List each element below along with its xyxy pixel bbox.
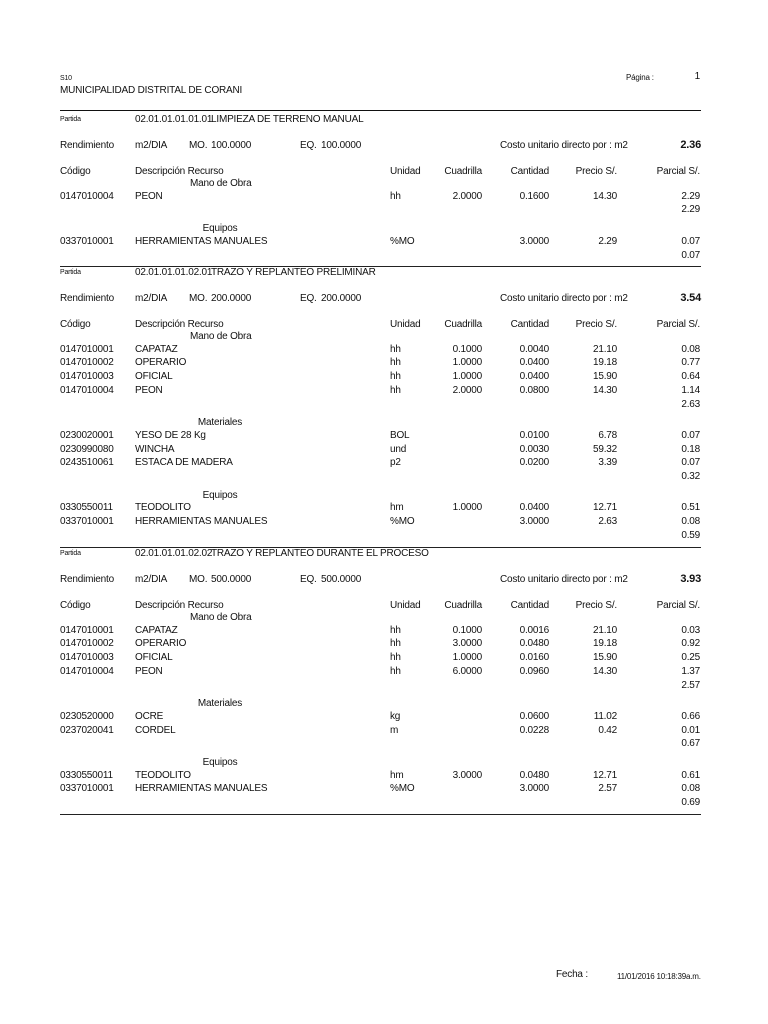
resource-cantidad: 3.0000 (519, 516, 549, 528)
partida-code: 02.01.01.01.01.01 (135, 114, 213, 125)
group-title: Equipos (202, 489, 238, 501)
group-title: Mano de Obra (190, 331, 252, 342)
col-codigo: Código (60, 600, 91, 611)
fecha-value: 11/01/2016 10:18:39a.m. (617, 972, 701, 981)
col-unidad: Unidad (390, 166, 421, 177)
resource-code: 0147010004 (60, 665, 114, 677)
resource-description: OPERARIO (135, 357, 187, 369)
col-cantidad: Cantidad (510, 166, 549, 177)
resource-description: HERRAMIENTAS MANUALES (135, 516, 268, 528)
resource-parcial: 1.14 (681, 384, 700, 396)
eq-value: 100.0000 (321, 140, 362, 151)
resource-description: PEON (135, 190, 163, 202)
resource-parcial: 0.92 (681, 638, 700, 650)
mo-label: MO. (189, 574, 208, 585)
resource-description: OFICIAL (135, 371, 173, 383)
resource-cuadrilla: 0.1000 (452, 343, 482, 355)
resource-description: HERRAMIENTAS MANUALES (135, 235, 268, 247)
resource-precio: 12.71 (592, 769, 617, 781)
resource-cuadrilla: 1.0000 (452, 371, 482, 383)
partida-label: Partida (60, 550, 81, 557)
resource-precio: 15.90 (592, 652, 617, 664)
col-cuadrilla: Cuadrilla (444, 166, 482, 177)
resource-cantidad: 0.0228 (519, 724, 549, 736)
partida-label: Partida (60, 269, 81, 276)
resource-code: 0337010001 (60, 235, 114, 247)
partida-total: 2.36 (680, 139, 701, 151)
resource-description: YESO DE 28 Kg (135, 429, 206, 441)
company-name: MUNICIPALIDAD DISTRITAL DE CORANI (60, 85, 243, 96)
resource-precio: 12.71 (592, 502, 617, 514)
resource-parcial: 0.61 (681, 769, 700, 781)
resource-precio: 21.10 (592, 624, 617, 636)
rendimiento-unit: m2/DIA (135, 574, 168, 585)
resource-description: OFICIAL (135, 652, 173, 664)
resource-parcial: 0.77 (681, 357, 700, 369)
resource-unit: hh (390, 384, 401, 396)
resource-cuadrilla: 2.0000 (452, 384, 482, 396)
resource-unit: hm (390, 502, 404, 514)
resource-parcial: 2.29 (681, 190, 700, 202)
partida-name: LIMPIEZA DE TERRENO MANUAL (211, 114, 364, 125)
mo-value: 100.0000 (211, 140, 252, 151)
resource-cuadrilla: 6.0000 (452, 665, 482, 677)
resource-description: WINCHA (135, 443, 175, 455)
resource-parcial: 0.66 (681, 710, 700, 722)
resource-cantidad: 0.0800 (519, 384, 549, 396)
resource-code: 0230520000 (60, 710, 114, 722)
col-precio: Precio S/. (575, 166, 617, 177)
resource-cantidad: 0.0160 (519, 652, 549, 664)
resource-unit: hh (390, 343, 401, 355)
col-descripcion: Descripción Recurso (135, 600, 224, 611)
resource-code: 0230020001 (60, 429, 114, 441)
resource-parcial: 0.01 (681, 724, 700, 736)
resource-precio: 14.30 (592, 665, 617, 677)
resource-code: 0243510061 (60, 457, 114, 469)
eq-value: 500.0000 (321, 574, 362, 585)
resource-precio: 3.39 (598, 457, 617, 469)
resource-code: 0237020041 (60, 724, 114, 736)
resource-unit: %MO (390, 783, 415, 795)
resource-description: PEON (135, 384, 163, 396)
col-parcial: Parcial S/. (656, 319, 700, 330)
group-title: Equipos (202, 757, 238, 768)
group-title: Equipos (202, 223, 238, 235)
partida-code: 02.01.01.01.02.02 (135, 548, 213, 559)
group-subtotal: 2.63 (681, 398, 700, 410)
report-code: S10 (60, 75, 72, 82)
resource-cuadrilla: 1.0000 (452, 502, 482, 514)
resource-cantidad: 0.0960 (519, 665, 549, 677)
resource-parcial: 0.51 (681, 502, 700, 514)
partida-name: TRAZO Y REPLANTEO PRELIMINAR (211, 267, 376, 278)
resource-code: 0147010003 (60, 652, 114, 664)
partida-separator (60, 814, 701, 815)
group-title: Mano de Obra (190, 178, 252, 189)
resource-description: TEODOLITO (135, 769, 191, 781)
resource-unit: hh (390, 371, 401, 383)
resource-unit: hh (390, 190, 401, 202)
resource-unit: hh (390, 652, 401, 664)
resource-description: TEODOLITO (135, 502, 191, 514)
header-rule (60, 110, 701, 111)
resource-cantidad: 0.0016 (519, 624, 549, 636)
partida-code: 02.01.01.01.02.01 (135, 267, 213, 278)
col-unidad: Unidad (390, 600, 421, 611)
resource-parcial: 0.03 (681, 624, 700, 636)
resource-description: CORDEL (135, 724, 176, 736)
resource-code: 0337010001 (60, 516, 114, 528)
resource-code: 0330550011 (60, 502, 113, 514)
group-title: Materiales (197, 417, 243, 429)
resource-unit: %MO (390, 516, 415, 528)
col-parcial: Parcial S/. (656, 600, 700, 611)
resource-parcial: 0.64 (681, 371, 700, 383)
partida-total: 3.54 (680, 292, 701, 304)
group-title: Materiales (197, 698, 243, 710)
col-cantidad: Cantidad (510, 600, 549, 611)
resource-cantidad: 3.0000 (519, 235, 549, 247)
page-number: 1 (694, 71, 700, 82)
page-label: Página : (626, 73, 654, 82)
resource-description: CAPATAZ (135, 624, 178, 636)
col-cuadrilla: Cuadrilla (444, 600, 482, 611)
resource-cantidad: 0.0480 (519, 769, 549, 781)
resource-unit: %MO (390, 235, 415, 247)
resource-precio: 15.90 (592, 371, 617, 383)
resource-unit: hm (390, 769, 404, 781)
resource-parcial: 0.08 (681, 343, 700, 355)
resource-unit: hh (390, 638, 401, 650)
costo-unitario-label: Costo unitario directo por : m2 (500, 293, 628, 304)
resource-parcial: 0.08 (681, 516, 700, 528)
costo-unitario-label: Costo unitario directo por : m2 (500, 140, 628, 151)
resource-cantidad: 0.0400 (519, 502, 549, 514)
group-subtotal: 0.32 (681, 471, 700, 482)
resource-cuadrilla: 1.0000 (452, 652, 482, 664)
resource-code: 0147010004 (60, 190, 114, 202)
resource-parcial: 1.37 (681, 665, 700, 677)
mo-value: 500.0000 (211, 574, 252, 585)
resource-precio: 59.32 (592, 443, 617, 455)
resource-unit: m (390, 724, 399, 736)
col-precio: Precio S/. (575, 600, 617, 611)
resource-parcial: 0.08 (681, 783, 700, 795)
resource-description: CAPATAZ (135, 343, 178, 355)
resource-cantidad: 0.0400 (519, 371, 549, 383)
col-cantidad: Cantidad (510, 319, 549, 330)
col-parcial: Parcial S/. (656, 166, 700, 177)
resource-unit: hh (390, 624, 401, 636)
resource-parcial: 0.25 (681, 652, 700, 664)
eq-value: 200.0000 (321, 293, 362, 304)
col-unidad: Unidad (390, 319, 421, 330)
col-cuadrilla: Cuadrilla (444, 319, 482, 330)
resource-code: 0147010002 (60, 638, 114, 650)
resource-cantidad: 0.0030 (519, 443, 549, 455)
resource-description: ESTACA DE MADERA (135, 457, 233, 469)
resource-code: 0337010001 (60, 783, 114, 795)
rendimiento-unit: m2/DIA (135, 293, 168, 304)
resource-precio: 6.78 (598, 429, 617, 441)
resource-description: PEON (135, 665, 163, 677)
eq-label: EQ. (300, 293, 317, 304)
rendimiento-label: Rendimiento (60, 140, 114, 151)
costo-unitario-label: Costo unitario directo por : m2 (500, 574, 628, 585)
group-title: Mano de Obra (190, 612, 252, 623)
resource-unit: hh (390, 357, 401, 369)
eq-label: EQ. (300, 140, 317, 151)
resource-cuadrilla: 3.0000 (452, 638, 482, 650)
group-subtotal: 2.57 (681, 679, 700, 691)
resource-code: 0147010001 (60, 343, 114, 355)
resource-cuadrilla: 3.0000 (452, 769, 482, 781)
eq-label: EQ. (300, 574, 317, 585)
resource-unit: kg (390, 710, 401, 722)
resource-description: HERRAMIENTAS MANUALES (135, 783, 268, 795)
resource-parcial: 0.07 (681, 429, 700, 441)
mo-label: MO. (189, 140, 208, 151)
partida-label: Partida (60, 116, 81, 123)
resource-precio: 14.30 (592, 384, 617, 396)
resource-precio: 19.18 (592, 638, 617, 650)
resource-unit: und (390, 443, 407, 455)
group-subtotal: 0.69 (681, 797, 700, 809)
group-subtotal: 2.29 (681, 204, 700, 216)
resource-description: OCRE (135, 710, 164, 722)
resource-precio: 14.30 (592, 190, 617, 202)
resource-precio: 2.29 (598, 235, 617, 247)
resource-cantidad: 0.0100 (519, 429, 549, 441)
resource-code: 0147010003 (60, 371, 114, 383)
group-subtotal: 0.59 (681, 529, 700, 541)
resource-parcial: 0.07 (681, 457, 700, 469)
resource-unit: hh (390, 665, 401, 677)
resource-unit: BOL (390, 429, 410, 441)
resource-cuadrilla: 2.0000 (452, 190, 482, 202)
resource-code: 0330550011 (60, 769, 113, 781)
resource-parcial: 0.18 (681, 443, 700, 455)
resource-cuadrilla: 0.1000 (452, 624, 482, 636)
resource-cantidad: 0.0040 (519, 343, 549, 355)
resource-cuadrilla: 1.0000 (452, 357, 482, 369)
resource-precio: 21.10 (592, 343, 617, 355)
col-descripcion: Descripción Recurso (135, 319, 224, 330)
resource-code: 0147010002 (60, 357, 114, 369)
group-subtotal: 0.07 (681, 249, 700, 261)
partida-total: 3.93 (680, 573, 701, 585)
rendimiento-label: Rendimiento (60, 574, 114, 585)
col-precio: Precio S/. (575, 319, 617, 330)
resource-parcial: 0.07 (681, 235, 700, 247)
col-descripcion: Descripción Recurso (135, 166, 224, 177)
rendimiento-label: Rendimiento (60, 293, 114, 304)
resource-code: 0230990080 (60, 443, 114, 455)
resource-unit: p2 (390, 457, 401, 469)
resource-code: 0147010001 (60, 624, 114, 636)
resource-precio: 19.18 (592, 357, 617, 369)
resource-precio: 0.42 (598, 724, 617, 736)
resource-cantidad: 0.0480 (519, 638, 549, 650)
resource-precio: 2.63 (598, 516, 617, 528)
resource-cantidad: 0.0200 (519, 457, 549, 469)
col-codigo: Código (60, 319, 91, 330)
resource-cantidad: 0.0400 (519, 357, 549, 369)
resource-description: OPERARIO (135, 638, 187, 650)
rendimiento-unit: m2/DIA (135, 140, 168, 151)
resource-precio: 11.02 (593, 710, 617, 722)
fecha-label: Fecha : (556, 969, 588, 980)
mo-label: MO. (189, 293, 208, 304)
partida-name: TRAZO Y REPLANTEO DURANTE EL PROCESO (211, 548, 429, 559)
col-codigo: Código (60, 166, 91, 177)
group-subtotal: 0.67 (681, 738, 700, 750)
resource-code: 0147010004 (60, 384, 114, 396)
resource-cantidad: 3.0000 (519, 783, 549, 795)
mo-value: 200.0000 (211, 293, 252, 304)
resource-cantidad: 0.1600 (519, 190, 549, 202)
resource-cantidad: 0.0600 (519, 710, 549, 722)
resource-precio: 2.57 (598, 783, 617, 795)
